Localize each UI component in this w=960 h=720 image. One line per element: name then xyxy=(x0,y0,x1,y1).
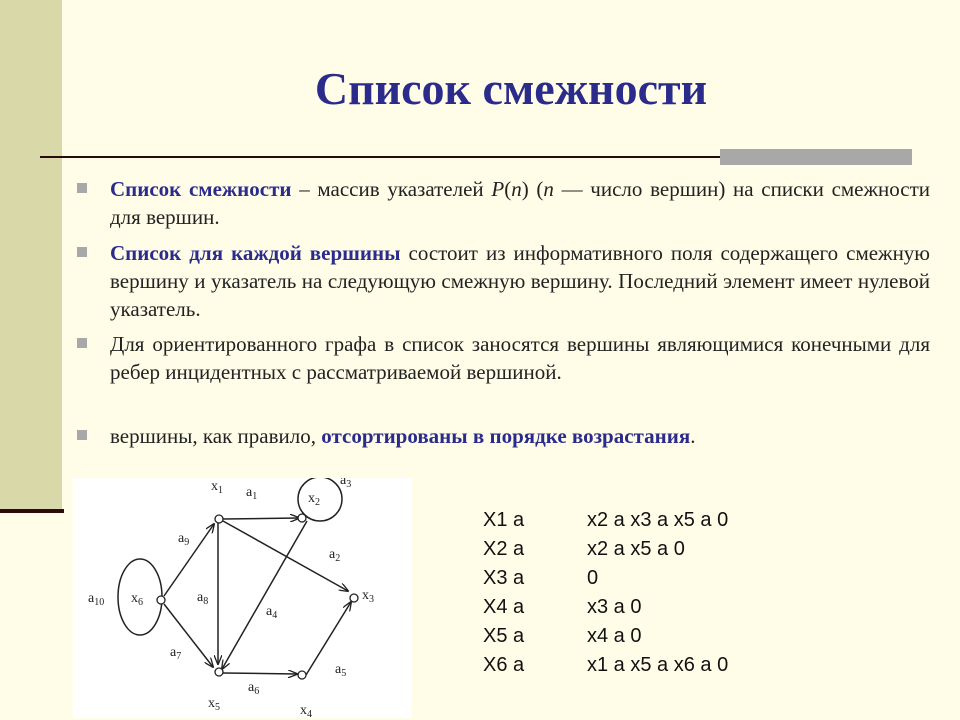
adjacency-row xyxy=(483,651,728,680)
bullet-body: вершины, как правило, xyxy=(110,424,322,448)
bullet-item xyxy=(80,239,930,323)
formula-paren: ( xyxy=(504,177,512,201)
graph-edge xyxy=(223,673,297,674)
edge-label: $a_7$ xyxy=(170,645,182,662)
node-label: $x_2$ xyxy=(308,491,320,508)
graph-edge xyxy=(223,518,299,519)
bullet-text xyxy=(110,422,930,450)
adjacency-row xyxy=(483,564,728,593)
adjacency-vertex: X5 a xyxy=(483,625,525,647)
adjacency-vertex: X6 a xyxy=(483,654,525,676)
bullet-body: состоит из информативного поля содержащего смежную вершину и указатель на следующую смежную вершину. Последний элемент имеет нулевой указатель. xyxy=(110,241,930,321)
graph-node xyxy=(157,596,165,604)
edge-label: $a_2$ xyxy=(329,547,341,564)
bullet-item xyxy=(80,330,930,386)
bullet-text xyxy=(110,175,930,231)
title-divider-block xyxy=(720,149,912,165)
edge-label: $a_3$ xyxy=(340,478,352,490)
adjacency-vertex: X3 a xyxy=(483,567,525,589)
graph-node xyxy=(298,514,306,522)
graph-edge xyxy=(222,521,307,669)
adjacency-vertex: X1 a xyxy=(483,509,525,531)
bullet-lead: Список смежности xyxy=(110,177,292,201)
adjacency-vertex: X4 a xyxy=(483,596,525,618)
edge-label: $a_9$ xyxy=(178,531,190,548)
adjacency-targets: x3 a 0 xyxy=(587,596,642,618)
bullet-text xyxy=(110,239,930,323)
adjacency-targets: x2 a x5 a 0 xyxy=(587,538,685,560)
formula-symbol: P xyxy=(491,177,505,201)
graph-edge xyxy=(164,524,214,596)
graph-edge xyxy=(306,602,351,675)
node-label: $x_4$ xyxy=(300,703,312,718)
graph-node xyxy=(298,671,306,679)
node-label: $x_5$ xyxy=(208,696,220,713)
adjacency-targets: x1 a x5 a x6 a 0 xyxy=(587,654,729,676)
bullet-square-icon xyxy=(77,183,87,193)
bullet-body: – массив указателей xyxy=(291,177,492,201)
adjacency-row xyxy=(483,622,728,651)
bullet-square-icon xyxy=(77,338,87,348)
adjacency-row xyxy=(483,506,728,535)
adjacency-targets: x2 a x3 a x5 a 0 xyxy=(587,509,729,531)
bullet-highlight: отсортированы в порядке возрастания xyxy=(321,424,691,448)
bullet-item xyxy=(80,422,930,450)
bullet-item xyxy=(80,175,930,231)
edge-label: $a_6$ xyxy=(248,680,260,697)
node-label: $x_1$ xyxy=(211,479,223,496)
graph-node xyxy=(215,668,223,676)
edge-label: $a_1$ xyxy=(246,485,258,502)
adjacency-row xyxy=(483,593,728,622)
graph-node xyxy=(215,515,223,523)
bullet-square-icon xyxy=(77,247,87,257)
left-accent-line xyxy=(0,509,64,513)
bullet-lead: Список для каждой вершины xyxy=(110,241,401,265)
node-label: $x_6$ xyxy=(131,591,143,608)
bullet-body: — число вершин) на списки смежности для вершин. xyxy=(110,177,931,229)
formula-paren: ) xyxy=(521,177,529,201)
adjacency-list xyxy=(483,506,728,680)
formula-symbol: n xyxy=(543,177,554,201)
edge-label: $a_8$ xyxy=(197,590,209,607)
adjacency-targets: x4 a 0 xyxy=(587,625,642,647)
formula-symbol: n xyxy=(511,177,522,201)
bullet-body: . xyxy=(690,424,696,448)
graph-svg xyxy=(73,478,412,718)
graph-figure xyxy=(73,478,412,718)
adjacency-row xyxy=(483,535,728,564)
slide-title: Список смежности xyxy=(314,63,708,114)
adjacency-vertex: X2 a xyxy=(483,538,525,560)
node-label: $x_3$ xyxy=(362,588,374,605)
graph-node xyxy=(350,594,358,602)
bullet-body: ( xyxy=(528,177,544,201)
adjacency-targets: 0 xyxy=(587,567,599,589)
bullet-square-icon xyxy=(77,430,87,440)
bullet-text: Для ориентированного графа в список заносятся вершины являющимися конечными для ребер инцидентных с рассматриваемой вершиной. xyxy=(110,332,930,384)
edge-label: $a_5$ xyxy=(335,662,347,679)
left-accent-bar xyxy=(0,0,62,510)
edge-label: $a_{10}$ xyxy=(88,591,105,608)
edge-label: $a_4$ xyxy=(266,604,278,621)
